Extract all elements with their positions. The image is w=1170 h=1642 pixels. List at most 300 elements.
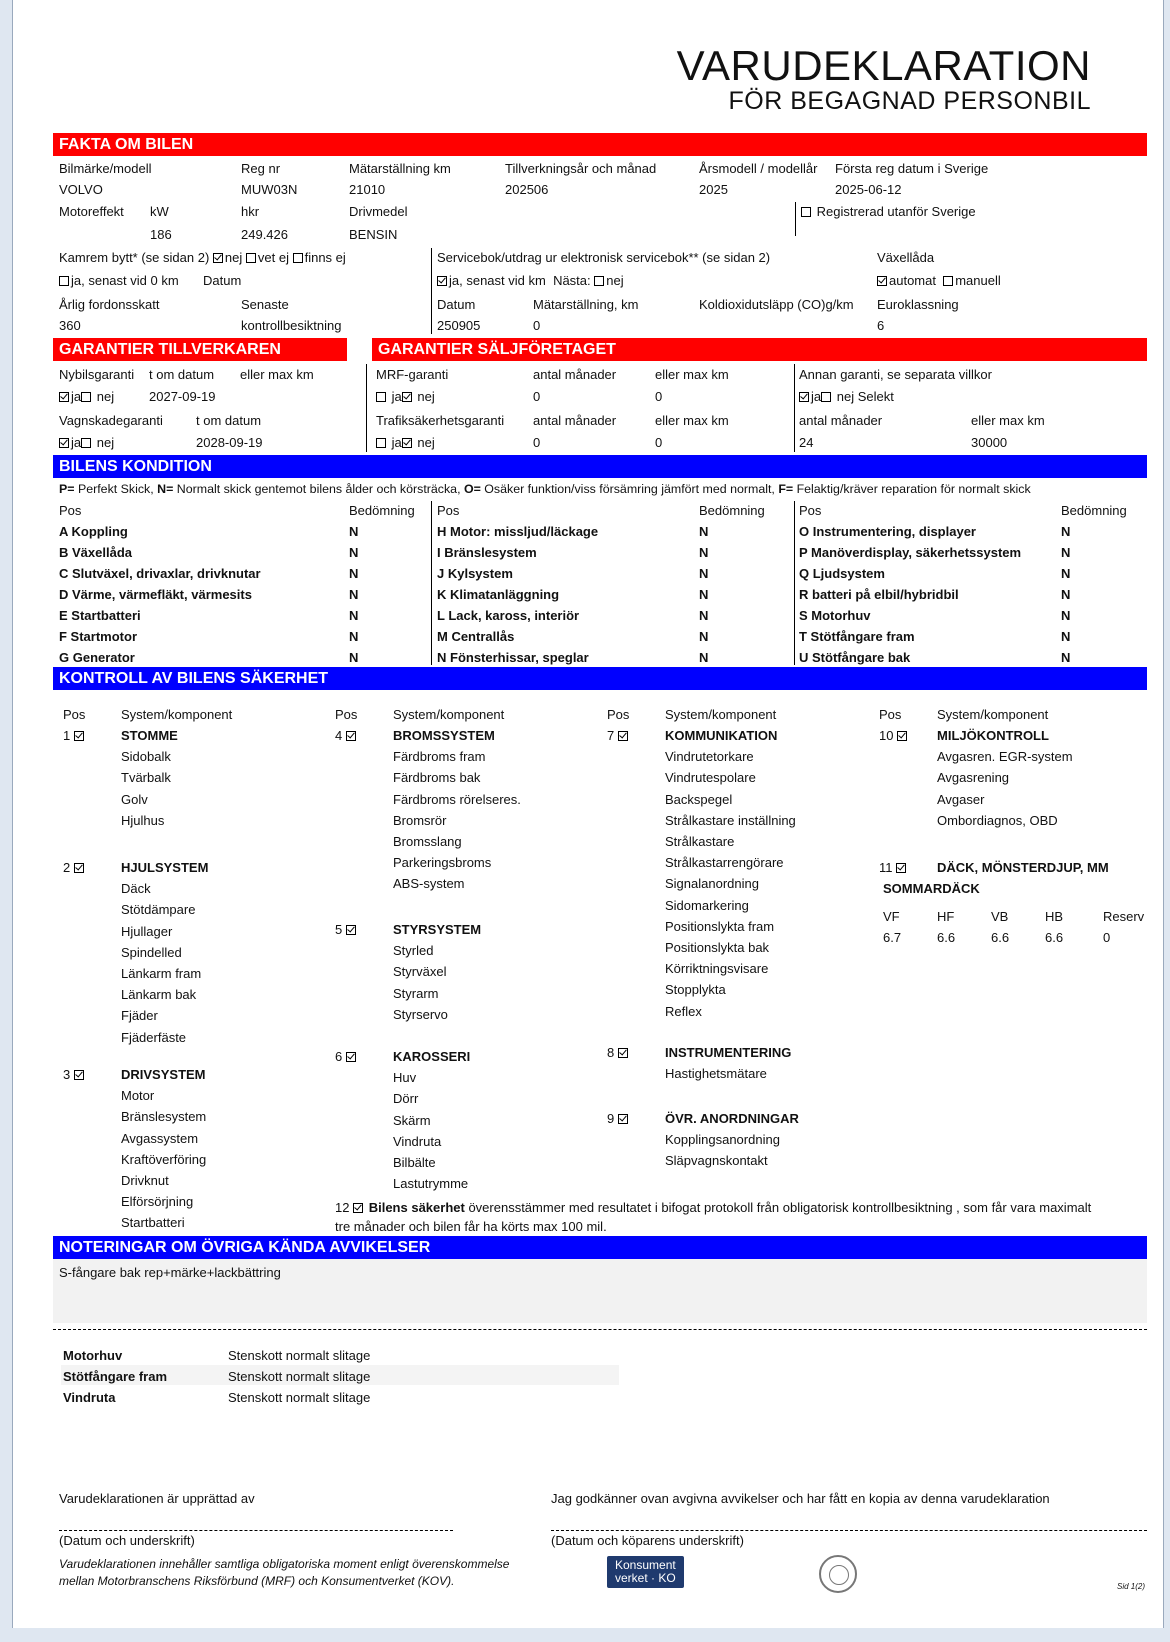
group-item: Styrservo: [393, 1006, 448, 1022]
kondition-item-label: I Bränslesystem: [437, 545, 537, 560]
legend-p-text: Perfekt Skick,: [74, 482, 158, 496]
divider: [431, 248, 432, 334]
document-title: VARUDEKLARATION: [676, 42, 1091, 89]
label-motoreffekt: Motoreffekt: [59, 204, 124, 219]
group-item: Kraftöverföring: [121, 1151, 207, 1167]
group-item: Tvärbalk: [121, 770, 171, 786]
group-item: Motor: [121, 1088, 155, 1104]
group-item: Strålkastare: [665, 834, 735, 849]
group-item: Vindrutespolare: [665, 770, 756, 786]
legend-p: P=: [59, 482, 75, 496]
checkbox-checked-icon[interactable]: [74, 731, 84, 741]
value-euroklass: 6: [877, 318, 885, 333]
group-item: Körriktningsvisare: [665, 961, 769, 977]
group-item: Länkarm fram: [121, 966, 202, 981]
mrf-seal-icon: [819, 1555, 857, 1593]
label-nasta: Nästa:: [553, 273, 591, 288]
group-item: Dörr: [393, 1091, 419, 1107]
logo-line2: verket · KO: [615, 1571, 676, 1585]
footer-line1: Varudeklarationen innehåller samtliga obligatoriska moment enligt överenskommelse: [59, 1557, 510, 1571]
section-kondition-heading: BILENS KONDITION: [53, 455, 1147, 478]
label-drivmedel: Drivmedel: [349, 204, 408, 219]
label-hkr: hkr: [241, 204, 260, 219]
kondition-item-label: K Klimatanläggning: [437, 587, 560, 602]
note12-line2: tre månader och bilen får ha körts max 100 mil.: [335, 1219, 607, 1234]
group-number: [607, 1045, 630, 1060]
col-bed-header: Bedömning: [699, 503, 765, 518]
dack-value: 0: [1103, 930, 1111, 945]
checkbox-checked-icon[interactable]: [402, 392, 412, 402]
avvikelse-desc: Stenskott normalt slitage: [228, 1390, 371, 1405]
group-number-text: 6: [335, 1049, 346, 1064]
label-nej: nej: [836, 389, 855, 404]
group-number: [63, 1067, 86, 1082]
section-sakerhet-heading: KONTROLL AV BILENS SÄKERHET: [53, 667, 1147, 690]
label-nej: nej: [96, 389, 115, 404]
kondition-item-label: L Lack, kaross, interiör: [437, 608, 580, 623]
checkbox-checked-icon[interactable]: [59, 392, 69, 402]
col-pos-header: Pos: [799, 503, 822, 518]
kondition-item-value: N: [1061, 524, 1071, 539]
checkbox-icon[interactable]: [81, 438, 91, 448]
label-annan: Annan garanti, se separata villkor: [799, 367, 992, 382]
group-name: MILJÖKONTROLL: [937, 728, 1049, 743]
value-hkr: 249.426: [241, 227, 288, 242]
group-item: Startbatteri: [121, 1215, 185, 1231]
col-pos-header: Pos: [63, 707, 86, 722]
value-tillv: 202506: [505, 182, 549, 197]
avvikelse-desc: Stenskott normalt slitage: [228, 1369, 371, 1384]
group-item: Vindrutetorkare: [665, 749, 754, 765]
group-item: Huv: [393, 1070, 417, 1086]
group-item: Styrled: [393, 943, 434, 959]
kondition-item-label: O Instrumentering, displayer: [799, 524, 976, 539]
label-euroklass: Euroklassning: [877, 297, 959, 312]
checkbox-checked-icon[interactable]: [896, 863, 906, 873]
group-item: Ombordiagnos, OBD: [937, 812, 1058, 828]
kondition-item-label: A Koppling: [59, 524, 128, 539]
group-item: Kopplingsanordning: [665, 1132, 780, 1148]
service-ja-row: [437, 273, 624, 288]
group-item: Fjäderfäste: [121, 1029, 187, 1045]
dack-header: HF: [937, 909, 955, 924]
logo-line1: Konsument: [615, 1558, 676, 1572]
kondition-item-value: N: [699, 545, 709, 560]
kondition-item-label: C Slutväxel, drivaxlar, drivknutar: [59, 566, 261, 581]
label-vagnskade: Vagnskadegaranti: [59, 413, 163, 428]
label-antal-manader: antal månader: [799, 413, 883, 428]
group-number: [879, 728, 909, 743]
checkbox-checked-icon[interactable]: [897, 731, 907, 741]
group-name: DRIVSYSTEM: [121, 1067, 206, 1082]
vagnskade-jn-row: [59, 435, 114, 450]
annan-jn-row: [799, 389, 894, 404]
kondition-item-value: N: [699, 524, 709, 539]
checkbox-icon[interactable]: [594, 276, 604, 286]
label-kontrollbes: kontrollbesiktning: [241, 318, 342, 333]
checkbox-checked-icon[interactable]: [877, 276, 887, 286]
value-matar: 21010: [349, 182, 386, 197]
group-item: Färdbroms rörelseres.: [393, 791, 521, 807]
checkbox-checked-icon[interactable]: [74, 863, 84, 873]
label-automat: automat: [889, 273, 936, 288]
group-item: Avgassystem: [121, 1130, 199, 1146]
group-number-text: 3: [63, 1067, 74, 1082]
kondition-item-label: J Kylsystem: [437, 566, 513, 581]
checkbox-checked-icon[interactable]: [618, 1114, 628, 1124]
checkbox-icon[interactable]: [376, 438, 386, 448]
group-item: Skärm: [393, 1112, 431, 1128]
checkbox-icon[interactable]: [293, 253, 303, 263]
col-pos-header: Pos: [335, 707, 358, 722]
checkbox-checked-icon[interactable]: [59, 438, 69, 448]
checkbox-checked-icon[interactable]: [437, 276, 447, 286]
group-item: Strålkastare inställning: [665, 812, 796, 828]
group-item: Bränslesystem: [121, 1109, 207, 1125]
kondition-item-value: N: [1061, 629, 1071, 644]
avvikelse-desc: Stenskott normalt slitage: [228, 1348, 371, 1363]
signature-left-label: Varudeklarationen är upprättad av: [59, 1491, 255, 1506]
group-item: Färdbroms bak: [393, 770, 481, 786]
group-item: Stötdämpare: [121, 902, 196, 918]
checkbox-icon[interactable]: [246, 253, 256, 263]
group-item: Elförsörjning: [121, 1194, 194, 1210]
label-datum2: Datum: [437, 297, 476, 312]
section-noteringar-heading: NOTERINGAR OM ÖVRIGA KÄNDA AVVIKELSER: [53, 1236, 1147, 1259]
label-nej: nej: [96, 435, 115, 450]
group-item: ABS-system: [393, 876, 465, 892]
label-ja: ja: [391, 435, 402, 450]
section-garantier-tillverkaren-heading: GARANTIER TILLVERKAREN: [53, 338, 347, 361]
kondition-item-value: N: [349, 629, 359, 644]
dack-header: HB: [1045, 909, 1064, 924]
label-registrerad-utanfor: Registrerad utanför Sverige: [816, 204, 976, 219]
kondition-item-value: N: [699, 650, 709, 665]
group-number-text: 10: [879, 728, 898, 743]
group-item: Avgasrening: [937, 770, 1010, 786]
label-matar: Mätarställning km: [349, 161, 451, 176]
kondition-item-label: G Generator: [59, 650, 135, 665]
group-item: Reflex: [665, 1003, 702, 1019]
kamrem-ja-row: [59, 273, 179, 288]
value-skatt: 360: [59, 318, 81, 333]
page-number: Sid 1(2): [1117, 1582, 1146, 1591]
label-arsmodell: Årsmodell / modellår: [699, 161, 818, 176]
group-item: Vindruta: [393, 1133, 442, 1149]
group-name: HJULSYSTEM: [121, 860, 209, 875]
checkbox-icon[interactable]: [81, 392, 91, 402]
col-sys-header: System/komponent: [121, 707, 233, 722]
label-datum: Datum: [203, 273, 242, 288]
group-item: Avgasren. EGR-system: [937, 749, 1073, 765]
kondition-item-value: N: [349, 608, 359, 623]
checkbox-checked-icon[interactable]: [402, 438, 412, 448]
value-arsmodell: 2025: [699, 182, 728, 197]
value-trafik-man: 0: [533, 435, 541, 450]
footer-line2: mellan Motorbranschens Riksförbund (MRF) och Konsumentverket (KOV).: [59, 1574, 455, 1588]
group-name: INSTRUMENTERING: [665, 1045, 792, 1060]
group-name: STOMME: [121, 728, 178, 743]
label-ja-senast-km: ja, senast vid km: [449, 273, 546, 288]
group-item: Avgaser: [937, 791, 985, 807]
registrerad-utanfor-checkbox[interactable]: [801, 204, 976, 219]
kondition-item-value: N: [349, 587, 359, 602]
separator-line: [53, 1329, 1147, 1330]
signature-right-line: [551, 1530, 1147, 1531]
checkbox-icon[interactable]: [801, 207, 811, 217]
section-garantier-saljforetaget-heading: GARANTIER SÄLJFÖRETAGET: [372, 338, 1147, 361]
value-mrf-man: 0: [533, 389, 541, 404]
col-pos-header: Pos: [607, 707, 630, 722]
avvikelse-part: Vindruta: [63, 1390, 116, 1405]
label-ja: ja: [71, 435, 82, 450]
col-sys-header: System/komponent: [393, 707, 505, 722]
label-matar2: Mätarställning, km: [533, 297, 639, 312]
group-item: Signalanordning: [665, 876, 759, 892]
legend-f: F=: [778, 482, 794, 496]
label-servicebok: Servicebok/utdrag ur elektronisk servicebok** (se sidan 2): [437, 250, 771, 265]
kondition-item-value: N: [1061, 566, 1071, 581]
value-forsta-reg: 2025-06-12: [835, 182, 902, 197]
group-name: KOMMUNIKATION: [665, 728, 778, 743]
kondition-item-value: N: [699, 566, 709, 581]
col-pos-header: Pos: [59, 503, 82, 518]
group-item: Golv: [121, 791, 148, 807]
label-eller-max-km: eller max km: [655, 367, 729, 382]
group-item: Länkarm bak: [121, 987, 197, 1003]
label-manuell: manuell: [955, 273, 1001, 288]
group-item: Däck: [121, 881, 151, 897]
label-kw: kW: [150, 204, 169, 219]
signature-right-sub: (Datum och köparens underskrift): [551, 1533, 744, 1548]
label-antal-manader: antal månader: [533, 413, 617, 428]
label-arlig-skatt: Årlig fordonsskatt: [59, 297, 160, 312]
value-kw: 186: [150, 227, 172, 242]
group-item: Hastighetsmätare: [665, 1066, 767, 1082]
group-item: Styrarm: [393, 985, 439, 1001]
checkbox-checked-icon[interactable]: [353, 1203, 363, 1213]
group-number: [879, 860, 908, 875]
group-item: Strålkastarrengörare: [665, 855, 784, 871]
kondition-item-value: N: [349, 650, 359, 665]
label-ja: ja: [391, 389, 402, 404]
group-item: Hjulhus: [121, 812, 165, 828]
label-forsta-reg: Första reg datum i Sverige: [835, 161, 989, 176]
checkbox-icon[interactable]: [821, 392, 831, 402]
group-item: Positionslykta bak: [665, 940, 770, 955]
group-item: Fjäder: [121, 1008, 158, 1024]
dack-value: 6.7: [883, 930, 902, 945]
group-number-text: 8: [607, 1045, 618, 1060]
group-number-text: 1: [63, 728, 74, 743]
legend-n-text: Normalt skick gentemot bilens ålder och körsträcka,: [173, 482, 464, 496]
label-nej: nej: [606, 273, 624, 288]
group-number-text: 4: [335, 728, 346, 743]
group-number-text: 5: [335, 922, 346, 937]
kondition-item-label: M Centrallås: [437, 629, 515, 644]
value-annan-namn: Selekt: [857, 389, 894, 404]
group-item: Bromsrör: [393, 812, 447, 828]
dack-heading: SOMMARDÄCK: [883, 881, 980, 896]
kondition-item-label: U Stötfångare bak: [799, 650, 911, 665]
kamrem-row: [59, 250, 346, 265]
checkbox-checked-icon[interactable]: [799, 392, 809, 402]
signature-left-line: [59, 1530, 453, 1531]
group-item: Färdbroms fram: [393, 749, 486, 765]
label-finns-ej: finns ej: [304, 250, 346, 265]
checkbox-checked-icon[interactable]: [74, 1070, 84, 1080]
label-nej: nej: [224, 250, 243, 265]
group-item: Positionslykta fram: [665, 918, 775, 934]
dack-value: 6.6: [937, 930, 956, 945]
kondition-item-value: N: [699, 587, 709, 602]
trafik-jn-row: [376, 435, 435, 450]
group-item: Bromsslang: [393, 834, 462, 849]
section-fakta-heading: FAKTA OM BILEN: [53, 133, 1147, 156]
kondition-item-value: N: [349, 524, 359, 539]
label-nybil: Nybilsgaranti: [59, 367, 135, 382]
signature-right-label: Jag godkänner ovan avgivna avvikelser och har fått en kopia av denna varudeklaration: [551, 1491, 1050, 1506]
group-number-text: 9: [607, 1111, 618, 1126]
avvikelse-part: Motorhuv: [63, 1348, 123, 1363]
group-name: STYRSYSTEM: [393, 922, 482, 937]
group-item: Backspegel: [665, 791, 733, 807]
vaxellada-row: [877, 273, 1001, 288]
group-item: Släpvagnskontakt: [665, 1153, 768, 1169]
dack-header: VF: [883, 909, 900, 924]
group-number: [63, 728, 86, 743]
kondition-item-value: N: [699, 608, 709, 623]
label-antal-manader: antal månader: [533, 367, 617, 382]
value-annan-man: 24: [799, 435, 814, 450]
label-nej: nej: [417, 389, 435, 404]
label-kamrem: Kamrem bytt* (se sidan 2): [59, 250, 210, 265]
group-item: Spindelled: [121, 944, 182, 960]
note12-text: överensstämmer med resultatet i bifogat protokoll från obligatorisk kontrollbesiktning , som får vara maximalt: [464, 1200, 1092, 1215]
value-annan-km: 30000: [971, 435, 1008, 450]
value-service-km: 0: [533, 318, 541, 333]
avvikelse-part: Stötfångare fram: [63, 1369, 168, 1384]
kondition-legend: [59, 482, 1031, 497]
checkbox-checked-icon[interactable]: [618, 1048, 628, 1058]
divider: [366, 364, 367, 452]
kondition-item-label: B Växellåda: [59, 545, 132, 560]
document-subtitle: FÖR BEGAGNAD PERSONBIL: [728, 87, 1091, 115]
value-regnr: MUW03N: [241, 182, 298, 197]
label-regnr: Reg nr: [241, 161, 281, 176]
group-item: Hjullager: [121, 923, 173, 939]
kondition-item-label: R batteri på elbil/hybridbil: [799, 587, 959, 602]
checkbox-checked-icon[interactable]: [346, 1052, 356, 1062]
kondition-item-label: P Manöverdisplay, säkerhetssystem: [799, 545, 1022, 560]
group-item: Sidomarkering: [665, 897, 749, 913]
konsumentverket-logo: [607, 1556, 684, 1588]
value-trafik-km: 0: [655, 435, 663, 450]
label-co2: Koldioxidutsläpp (CO)g/km: [699, 297, 854, 312]
kondition-item-value: N: [1061, 650, 1071, 665]
kondition-item-label: Q Ljudsystem: [799, 566, 885, 581]
dack-season: [883, 881, 980, 896]
kondition-item-value: N: [349, 545, 359, 560]
noteringar-text: S-fångare bak rep+märke+lackbättring: [59, 1265, 281, 1280]
label-tom-datum: t om datum: [149, 367, 215, 382]
label-vet-ej: vet ej: [257, 250, 289, 265]
kondition-item-label: S Motorhuv: [799, 608, 871, 623]
kondition-item-value: N: [349, 566, 359, 581]
group-number: [607, 1111, 630, 1126]
label-trafik: Trafiksäkerhetsgaranti: [376, 413, 505, 428]
group-item: Drivknut: [121, 1173, 169, 1188]
dack-header: VB: [991, 909, 1009, 924]
group-number: [335, 922, 358, 937]
value-service-datum: 250905: [437, 318, 481, 333]
legend-n: N=: [157, 482, 174, 496]
checkbox-icon[interactable]: [943, 276, 953, 286]
mrf-jn-row: [376, 389, 435, 404]
divider: [794, 501, 795, 665]
kondition-item-label: N Fönsterhissar, speglar: [437, 650, 589, 665]
nybil-jn-row: [59, 389, 114, 404]
label-eller-max-km: eller max km: [971, 413, 1045, 428]
value-vagnskade-datum: 2028-09-19: [196, 435, 263, 450]
group-item: Parkeringsbroms: [393, 855, 492, 871]
label-eller-max-km: eller max km: [240, 367, 314, 382]
divider: [431, 501, 432, 665]
divider: [794, 364, 795, 452]
label-bilmarke: Bilmärke/modell: [59, 161, 152, 176]
col-bed-header: Bedömning: [1061, 503, 1127, 518]
legend-o-text: Osäker funktion/viss försämring jämfört med normalt,: [480, 482, 779, 496]
value-mrf-km: 0: [655, 389, 663, 404]
group-name: BROMSSYSTEM: [393, 728, 495, 743]
dack-header: Reserv: [1103, 909, 1145, 924]
checkbox-checked-icon[interactable]: [618, 731, 628, 741]
note12-num: 12: [335, 1200, 350, 1215]
value-nybil-datum: 2027-09-19: [149, 389, 216, 404]
checkbox-checked-icon[interactable]: [346, 731, 356, 741]
kondition-item-label: E Startbatteri: [59, 608, 141, 623]
col-pos-header: Pos: [437, 503, 460, 518]
signature-left-sub: (Datum och underskrift): [59, 1533, 195, 1548]
group-number: [607, 728, 630, 743]
group-number-text: 7: [607, 728, 618, 743]
label-senaste: Senaste: [241, 297, 289, 312]
kondition-item-value: N: [1061, 587, 1071, 602]
kondition-item-value: N: [699, 629, 709, 644]
group-item: Stopplykta: [665, 982, 726, 998]
value-bilmarke: VOLVO: [59, 182, 103, 197]
legend-f-text: Felaktig/kräver reparation för normalt skick: [793, 482, 1031, 496]
checkbox-icon[interactable]: [59, 276, 69, 286]
label-vaxellada: Växellåda: [877, 250, 935, 265]
group-number: [335, 1049, 358, 1064]
note12-bold: Bilens säkerhet: [368, 1200, 465, 1215]
col-bed-header: Bedömning: [349, 503, 415, 518]
checkbox-checked-icon[interactable]: [346, 925, 356, 935]
checkbox-icon[interactable]: [376, 392, 386, 402]
col-sys-header: System/komponent: [665, 707, 777, 722]
kondition-item-label: F Startmotor: [59, 629, 137, 644]
group-number-text: 2: [63, 860, 74, 875]
divider: [795, 202, 796, 236]
legend-o: O=: [463, 482, 481, 496]
label-eller-max-km: eller max km: [655, 413, 729, 428]
col-pos-header: Pos: [879, 707, 902, 722]
checkbox-checked-icon[interactable]: [213, 253, 223, 263]
group-item: Sidobalk: [121, 749, 171, 765]
kondition-item-label: T Stötfångare fram: [799, 629, 915, 644]
dack-value: 6.6: [991, 930, 1010, 945]
